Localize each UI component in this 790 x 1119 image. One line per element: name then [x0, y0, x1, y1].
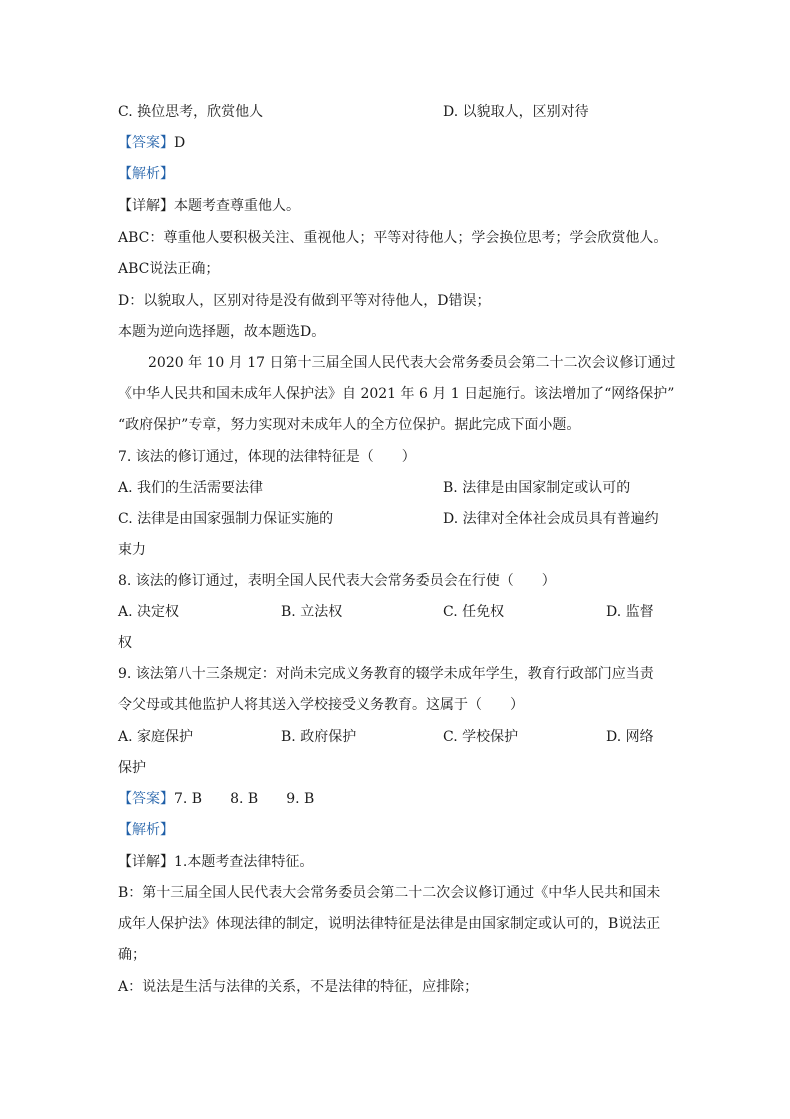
explanation-b-line-2: 成年人保护法》体现法律的制定，说明法律特征是法律是由国家制定或认可的，B说法正 [118, 916, 661, 932]
detail-text: 本题考查尊重他人。 [174, 198, 300, 214]
detail-line [118, 196, 300, 216]
explanation-b-line-1: B：第十三届全国人民代表大会常务委员会第二十二次会议修订通过《中华人民共和国未 [118, 885, 661, 901]
answer-value: D [174, 135, 186, 151]
explanation-conclusion: 本题为逆向选择题，故本题选D。 [118, 324, 326, 340]
answer-tag: 【答案】 [118, 135, 174, 151]
explanation-abc: ABC：尊重他人要积极关注、重视他人；平等对待他人；学会换位思考；学会欣赏他人。 [118, 230, 668, 246]
q9-option-b: B. 政府保护 [281, 729, 357, 745]
passage-line-3: “政府保护”专章，努力实现对未成年人的全方位保护。据此完成下面小题。 [118, 417, 581, 433]
answers-detail-line [118, 852, 313, 872]
q9-stem-line-1: 9. 该法第八十三条规定：对尚未完成义务教育的辍学未成年学生，教育行政部门应当责 [118, 666, 654, 682]
answers-detail-text: 1.本题考查法律特征。 [174, 854, 314, 870]
q7-option-c: C. 法律是由国家强制力保证实施的 [118, 511, 334, 527]
detail-tag: 【详解】 [118, 198, 174, 214]
q7-option-b: B. 法律是由国家制定或认可的 [443, 480, 631, 496]
answer-line [118, 133, 185, 153]
explanation-abc-conclusion: ABC说法正确； [118, 261, 220, 277]
answers-line [118, 789, 314, 809]
q7-stem: 7. 该法的修订通过，体现的法律特征是（ ） [118, 449, 416, 465]
q8-option-d-continued: 权 [118, 635, 132, 651]
answers-value: 7. B 8. B 9. B [174, 791, 315, 807]
option-c: C. 换位思考，欣赏他人 [118, 104, 264, 120]
q7-option-d-continued: 束力 [118, 542, 146, 558]
answers-tag: 【答案】 [118, 791, 174, 807]
q8-option-a: A. 决定权 [118, 604, 180, 620]
analysis-tag: 【解析】 [118, 166, 174, 182]
passage-line-1: 2020 年 10 月 17 日第十三届全国人民代表大会常务委员会第二十二次会议修订通过 [148, 355, 676, 371]
q9-stem-line-2: 令父母或其他监护人将其送入学校接受义务教育。这属于（ ） [118, 697, 524, 713]
q9-option-d: D. 网络 [606, 729, 654, 745]
explanation-d: D：以貌取人，区别对待是没有做到平等对待他人，D错误； [118, 293, 491, 309]
q9-option-a: A. 家庭保护 [118, 729, 194, 745]
answers-detail-tag: 【详解】 [118, 854, 174, 870]
q8-option-d: D. 监督 [606, 604, 654, 620]
q7-option-a: A. 我们的生活需要法律 [118, 480, 264, 496]
option-d: D. 以貌取人，区别对待 [443, 104, 589, 120]
explanation-a: A：说法是生活与法律的关系，不是法律的特征，应排除； [118, 979, 479, 995]
answers-analysis-tag: 【解析】 [118, 822, 174, 838]
q9-option-c: C. 学校保护 [443, 729, 519, 745]
explanation-b-line-3: 确； [118, 947, 146, 963]
q8-option-b: B. 立法权 [281, 604, 343, 620]
q8-stem: 8. 该法的修订通过，表明全国人民代表大会常务委员会在行使（ ） [118, 573, 556, 589]
q7-option-d: D. 法律对全体社会成员具有普遍约 [443, 511, 659, 527]
q9-option-d-continued: 保护 [118, 760, 146, 776]
passage-line-2: 《中华人民共和国未成年人保护法》自 2021 年 6 月 1 日起施行。该法增加了“网络保护” [118, 386, 675, 402]
q8-option-c: C. 任免权 [443, 604, 505, 620]
